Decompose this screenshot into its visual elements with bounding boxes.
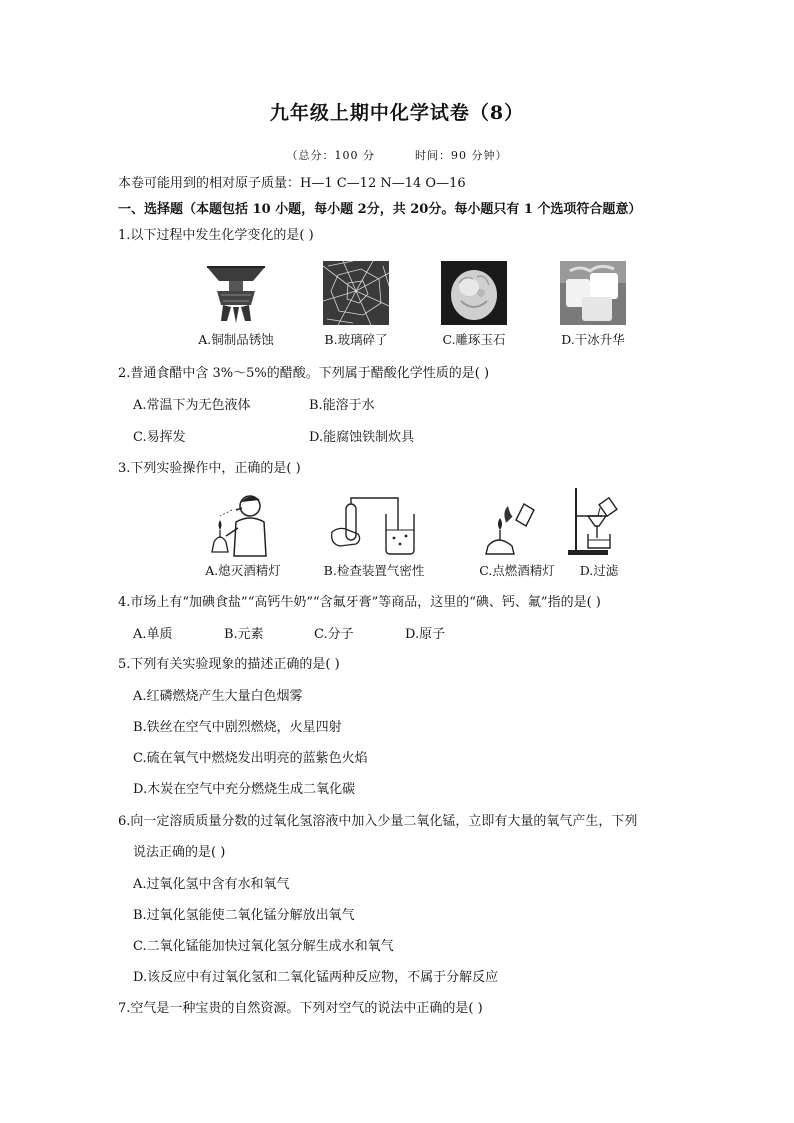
q6-option-c: C.二氧化锰能加快过氧化氢分解生成水和氧气 xyxy=(133,939,394,954)
q3-caption-a: A.熄灭酒精灯 xyxy=(205,563,281,578)
q4-option-a: A.单质 xyxy=(133,627,173,642)
question-5-stem: 5.下列有关实验现象的描述正确的是( ) xyxy=(118,657,340,672)
q5-option-b: B.铁丝在空气中剧烈燃烧，火星四射 xyxy=(133,720,342,735)
q4-option-d: D.原子 xyxy=(405,627,446,642)
airtightness-check-icon xyxy=(328,496,420,562)
q5-option-c: C.硫在氧气中燃烧发出明亮的蓝紫色火焰 xyxy=(133,751,368,766)
dry-ice-photo xyxy=(560,261,626,329)
q1-caption-a: A.铜制品锈蚀 xyxy=(198,332,274,347)
exam-info xyxy=(0,147,794,163)
atomic-masses: 本卷可能用到的相对原子质量：H—1 C—12 N—14 O—16 xyxy=(118,176,466,191)
lighting-lamp-icon xyxy=(482,496,538,562)
question-1-stem: 1.以下过程中发生化学变化的是( ) xyxy=(118,228,314,243)
q5-option-d: D.木炭在空气中充分燃烧生成二氧化碳 xyxy=(133,782,356,797)
question-6-stem: 6.向一定溶质质量分数的过氧化氢溶液中加入少量二氧化锰，立即有大量的氧气产生，下列 xyxy=(118,814,638,829)
q4-option-c: C.分子 xyxy=(314,627,354,642)
q1-caption-c: C.雕琢玉石 xyxy=(442,332,506,347)
total-score: （总分：100 分 xyxy=(286,149,375,162)
q5-option-a: A.红磷燃烧产生大量白色烟雾 xyxy=(133,689,303,704)
person-blowing-lamp-icon xyxy=(206,492,270,562)
q2-option-a: A.常温下为无色液体 xyxy=(133,398,251,413)
exam-time: 时间：90 分钟） xyxy=(415,149,508,162)
q3-caption-b: B.检查装置气密性 xyxy=(323,563,425,578)
bronze-vessel-photo xyxy=(203,261,269,329)
q2-option-b: B.能溶于水 xyxy=(309,398,375,413)
q6-option-b: B.过氧化氢能使二氧化锰分解放出氧气 xyxy=(133,908,355,923)
section-heading: 一、选择题（本题包括 10 小题，每小题 2分，共 20分。每小题只有 1 个选项符合题意） xyxy=(118,202,642,217)
q1-caption-d: D.干冰升华 xyxy=(561,332,625,347)
q1-caption-b: B.玻璃碎了 xyxy=(324,332,388,347)
q3-caption-d: D.过滤 xyxy=(579,563,619,578)
page-title: 九年级上期中化学试卷（8） xyxy=(269,102,525,124)
q6-option-a: A.过氧化氢中含有水和氧气 xyxy=(133,877,290,892)
question-6-stem-cont: 说法正确的是( ) xyxy=(133,845,226,860)
broken-glass-photo xyxy=(323,261,389,329)
q4-option-b: B.元素 xyxy=(224,627,264,642)
question-3-stem: 3.下列实验操作中，正确的是( ) xyxy=(118,461,301,476)
q2-option-c: C.易挥发 xyxy=(133,430,186,445)
jade-carving-photo xyxy=(441,261,507,329)
question-4-stem: 4.市场上有“加碘食盐”“高钙牛奶”“含氟牙膏”等商品，这里的“碘、钙、氟”指的是( ) xyxy=(118,595,601,610)
q3-caption-c: C.点燃酒精灯 xyxy=(479,563,555,578)
q2-option-d: D.能腐蚀铁制炊具 xyxy=(309,430,415,445)
question-2-stem: 2.普通食醋中含 3%～5%的醋酸。下列属于醋酸化学性质的是( ) xyxy=(118,366,490,381)
q6-option-d: D.该反应中有过氧化氢和二氧化锰两种反应物，不属于分解反应 xyxy=(133,970,499,985)
question-7-stem: 7.空气是一种宝贵的自然资源。下列对空气的说法中正确的是( ) xyxy=(118,1001,483,1016)
filtration-apparatus-icon xyxy=(566,486,622,562)
